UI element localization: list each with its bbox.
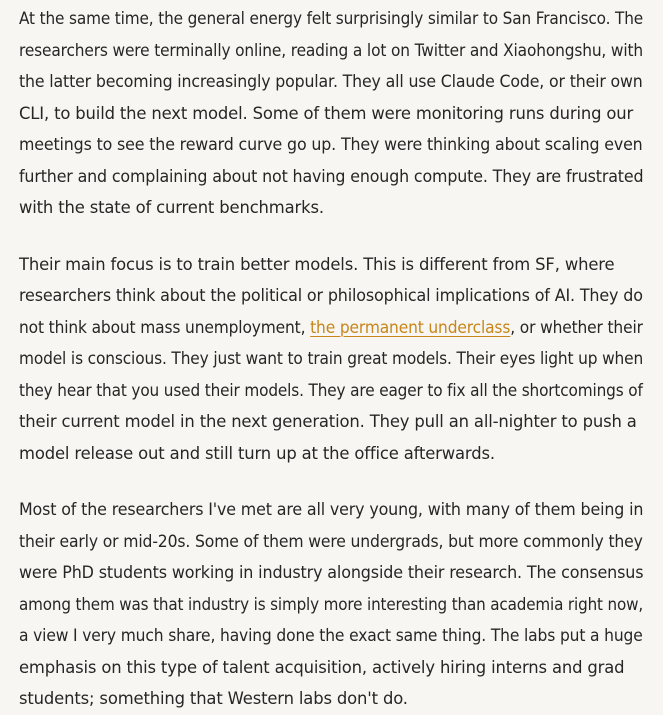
paragraph-1 [19,3,643,224]
text-line-with-link [19,312,643,344]
text-line: with the state of current benchmarks. [19,198,324,217]
text-line: Their main focus is to train better models. This is different from SF, where [19,254,615,274]
text-line: among them was that industry is simply more interesting than academia right now, [19,594,644,614]
text-line: they hear that you used their models. They are eager to fix all the shortcomings of [19,380,643,400]
text-line: were PhD students working in industry alongside their research. The consensus [19,563,644,582]
text-line: Most of the researchers I've met are all very young, with many of them being in [19,500,644,519]
text-line: emphasis on this type of talent acquisition, actively hiring interns and grad [19,657,625,677]
text-line: meetings to see the reward curve go up. They were thinking about scaling even [19,135,643,154]
text-line: researchers think about the political or philosophical implications of AI. They do [19,286,643,305]
text-line: researchers were terminally online, reading a lot on Twitter and Xiaohongshu, with [19,40,643,60]
text-line: the latter becoming increasingly popular. They all use Claude Code, or their own [19,72,643,91]
permanent-underclass-link[interactable]: the permanent underclass [310,317,511,337]
text-line: model is conscious. They just want to train great models. Their eyes light up when [19,349,644,368]
text-line: further and complaining about not having enough compute. They are frustrated [19,166,644,186]
paragraph-2 [19,249,643,470]
link-line-after: , or whether their [510,317,643,337]
text-line: their early or mid-20s. Some of them were undergrads, but more commonly they [19,531,643,551]
paragraph-3 [19,494,643,715]
link-line-before: not think about mass unemployment, [19,317,311,337]
text-line: a view I very much share, having done the exact same thing. The labs put a huge [19,626,643,645]
text-line: students; something that Western labs don't do. [19,689,408,708]
text-line: CLI, to build the next model. Some of them were monitoring runs during our [19,103,634,123]
text-line: At the same time, the general energy felt surprisingly similar to San Francisco. The [19,9,644,28]
text-line: model release out and still turn up at the office afterwards. [19,443,495,463]
text-line: their current model in the next generation. They pull an all-nighter to push a [19,412,637,431]
